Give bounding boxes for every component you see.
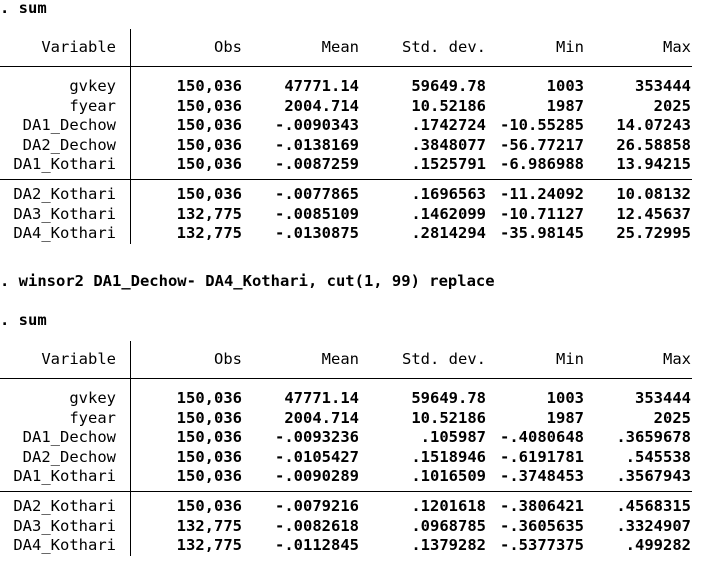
stat-value: 2025 bbox=[653, 96, 691, 115]
stat-value: 132,775 bbox=[176, 224, 242, 243]
variable-name: DA3_Kothari bbox=[13, 516, 116, 535]
stat-value: 10.52186 bbox=[411, 96, 486, 115]
stat-value: 150,036 bbox=[176, 447, 242, 466]
stat-value: 150,036 bbox=[176, 408, 242, 427]
stat-value: -.3806421 bbox=[500, 497, 584, 515]
variable-name: DA4_Kothari bbox=[13, 536, 116, 555]
stat-value: 2025 bbox=[653, 408, 691, 427]
table-1-row bbox=[0, 224, 720, 243]
variable-name: DA4_Kothari bbox=[13, 224, 116, 243]
stat-value: .3324907 bbox=[616, 516, 691, 535]
stat-value: -.6191781 bbox=[500, 447, 584, 466]
stat-value: -.0079216 bbox=[275, 497, 359, 515]
stat-value: .3567943 bbox=[616, 467, 691, 486]
stat-value: -.0082618 bbox=[275, 516, 359, 535]
column-header: Obs bbox=[214, 350, 242, 368]
column-header: Std. dev. bbox=[402, 350, 486, 368]
stat-value: .1525791 bbox=[411, 155, 486, 174]
table-1-row bbox=[0, 136, 720, 155]
stat-value: -.0087259 bbox=[275, 155, 359, 174]
stat-value: .499282 bbox=[625, 536, 691, 555]
table-1-row bbox=[0, 205, 720, 224]
stat-value: .1518946 bbox=[411, 447, 486, 466]
stat-value: -10.55285 bbox=[500, 116, 584, 135]
stat-value: .1016509 bbox=[411, 467, 486, 486]
table-1-row bbox=[0, 185, 720, 204]
stat-value: 353444 bbox=[635, 77, 691, 95]
stat-value: .3848077 bbox=[411, 135, 486, 154]
stat-value: 150,036 bbox=[176, 428, 242, 447]
stat-value: 1003 bbox=[546, 389, 584, 407]
variable-name: fyear bbox=[69, 96, 116, 115]
stat-value: .105987 bbox=[420, 428, 486, 447]
table-1-row bbox=[0, 77, 720, 96]
variable-name: DA2_Kothari bbox=[13, 497, 116, 515]
variable-name: DA1_Dechow bbox=[22, 116, 116, 135]
stat-value: .0968785 bbox=[411, 516, 486, 535]
stat-value: 150,036 bbox=[176, 185, 242, 203]
command-sum-2: . sum bbox=[0, 311, 47, 329]
column-header: Max bbox=[663, 38, 691, 56]
stat-value: -.0077865 bbox=[275, 185, 359, 203]
stat-value: .1379282 bbox=[411, 536, 486, 555]
table-1-mid-rule bbox=[0, 179, 692, 180]
stat-value: 132,775 bbox=[176, 536, 242, 555]
stat-value: -.0112845 bbox=[275, 536, 359, 555]
table-2-row bbox=[0, 448, 720, 467]
stat-value: -6.986988 bbox=[500, 155, 584, 174]
table-1-row bbox=[0, 97, 720, 116]
stat-value: -35.98145 bbox=[500, 224, 584, 243]
column-header: Max bbox=[663, 350, 691, 368]
stat-value: 2004.714 bbox=[284, 408, 359, 427]
variable-name: DA2_Dechow bbox=[22, 447, 116, 466]
stat-value: 47771.14 bbox=[284, 389, 359, 407]
stat-value: -10.71127 bbox=[500, 204, 584, 223]
stat-value: 26.58858 bbox=[616, 135, 691, 154]
stat-value: 150,036 bbox=[176, 497, 242, 515]
stat-value: -.5377375 bbox=[500, 536, 584, 555]
stat-value: -11.24092 bbox=[500, 185, 584, 203]
column-header: Mean bbox=[321, 350, 359, 368]
stat-value: -.3605635 bbox=[500, 516, 584, 535]
stat-value: .3659678 bbox=[616, 428, 691, 447]
column-header: Min bbox=[556, 350, 584, 368]
variable-name: DA3_Kothari bbox=[13, 204, 116, 223]
table-2-row bbox=[0, 517, 720, 536]
table-2-row bbox=[0, 389, 720, 408]
stat-value: .1201618 bbox=[411, 497, 486, 515]
stat-value: 14.07243 bbox=[616, 116, 691, 135]
table-2-mid-rule bbox=[0, 491, 692, 492]
table-2-row bbox=[0, 536, 720, 555]
stat-value: 353444 bbox=[635, 389, 691, 407]
stat-value: .2814294 bbox=[411, 224, 486, 243]
command-winsor2: . winsor2 DA1_Dechow- DA4_Kothari, cut(1, 99) replace bbox=[0, 272, 495, 290]
stat-value: -.0138169 bbox=[275, 135, 359, 154]
stat-value: -.0093236 bbox=[275, 428, 359, 447]
stat-value: .4568315 bbox=[616, 497, 691, 515]
table-2-row bbox=[0, 409, 720, 428]
table-1-row bbox=[0, 116, 720, 135]
stat-value: 150,036 bbox=[176, 116, 242, 135]
stat-value: 13.94215 bbox=[616, 155, 691, 174]
column-header: Obs bbox=[214, 38, 242, 56]
column-header: Variable bbox=[41, 38, 116, 56]
stat-value: -56.77217 bbox=[500, 135, 584, 154]
stat-value: -.0105427 bbox=[275, 447, 359, 466]
stat-value: .1696563 bbox=[411, 185, 486, 203]
table-1-header-row bbox=[0, 38, 720, 57]
table-2-row bbox=[0, 428, 720, 447]
stat-value: 59649.78 bbox=[411, 389, 486, 407]
stat-value: 150,036 bbox=[176, 77, 242, 95]
stat-value: -.0130875 bbox=[275, 224, 359, 243]
stat-value: -.4080648 bbox=[500, 428, 584, 447]
stat-value: 150,036 bbox=[176, 467, 242, 486]
stat-value: 59649.78 bbox=[411, 77, 486, 95]
stat-value: -.0090289 bbox=[275, 467, 359, 486]
table-2-row bbox=[0, 467, 720, 486]
table-2-header-row bbox=[0, 350, 720, 369]
stat-value: 2004.714 bbox=[284, 96, 359, 115]
column-header: Std. dev. bbox=[402, 38, 486, 56]
column-header: Mean bbox=[321, 38, 359, 56]
stat-value: 132,775 bbox=[176, 204, 242, 223]
stat-value: .545538 bbox=[625, 447, 691, 466]
table-1-top-rule bbox=[0, 66, 692, 67]
column-header: Variable bbox=[41, 350, 116, 368]
variable-name: fyear bbox=[69, 408, 116, 427]
variable-name: DA1_Kothari bbox=[13, 155, 116, 174]
column-header: Min bbox=[556, 38, 584, 56]
stat-value: -.0090343 bbox=[275, 116, 359, 135]
stat-value: 1003 bbox=[546, 77, 584, 95]
stat-value: 150,036 bbox=[176, 96, 242, 115]
stat-value: 150,036 bbox=[176, 155, 242, 174]
command-sum-1: . sum bbox=[0, 0, 47, 17]
stat-value: 10.52186 bbox=[411, 408, 486, 427]
stat-value: 12.45637 bbox=[616, 204, 691, 223]
stat-value: .1742724 bbox=[411, 116, 486, 135]
variable-name: gvkey bbox=[69, 77, 116, 95]
variable-name: DA1_Dechow bbox=[22, 428, 116, 447]
stat-value: -.3748453 bbox=[500, 467, 584, 486]
stat-value: 25.72995 bbox=[616, 224, 691, 243]
variable-name: DA1_Kothari bbox=[13, 467, 116, 486]
stat-value: 10.08132 bbox=[616, 185, 691, 203]
stat-value: 150,036 bbox=[176, 135, 242, 154]
stat-value: 1987 bbox=[546, 408, 584, 427]
stat-value: .1462099 bbox=[411, 204, 486, 223]
table-2-row bbox=[0, 497, 720, 516]
variable-name: DA2_Dechow bbox=[22, 135, 116, 154]
stat-value: 150,036 bbox=[176, 389, 242, 407]
stat-value: 1987 bbox=[546, 96, 584, 115]
variable-name: DA2_Kothari bbox=[13, 185, 116, 203]
stat-value: 47771.14 bbox=[284, 77, 359, 95]
stat-value: -.0085109 bbox=[275, 204, 359, 223]
table-1-row bbox=[0, 155, 720, 174]
variable-name: gvkey bbox=[69, 389, 116, 407]
table-2-top-rule bbox=[0, 378, 692, 379]
stat-value: 132,775 bbox=[176, 516, 242, 535]
